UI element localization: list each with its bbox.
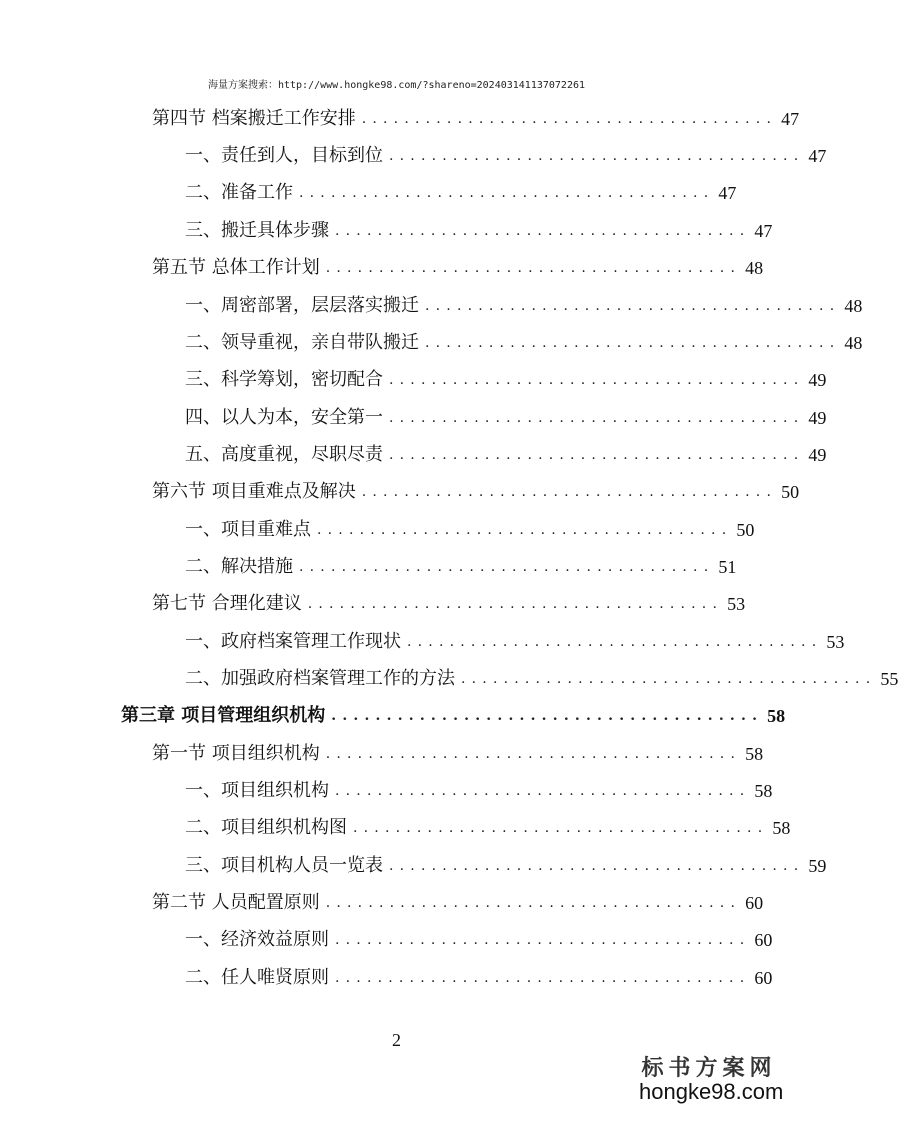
- toc-entry-label: 一、政府档案管理工作现状: [185, 631, 401, 652]
- toc-entry-page: 48: [844, 333, 863, 353]
- toc-leader-dots: .......................................: [461, 671, 877, 687]
- toc-entry[interactable]: [185, 141, 827, 171]
- toc-entry-label: 第一节 项目组织机构: [152, 743, 320, 764]
- toc-entry-page: 53: [727, 594, 746, 614]
- toc-entry-label: 五、高度重视，尽职尽责: [185, 444, 383, 465]
- toc-entry-page: 48: [844, 296, 863, 316]
- toc-entry-label: 二、项目组织机构图: [185, 817, 347, 838]
- toc-leader-dots: .......................................: [307, 596, 724, 612]
- toc-leader-dots: .......................................: [425, 335, 841, 351]
- toc-entry[interactable]: [185, 776, 773, 806]
- toc-entry-page: 58: [745, 744, 764, 764]
- toc-entry[interactable]: [152, 739, 764, 769]
- toc-entry-label: 一、项目重难点: [185, 519, 311, 540]
- toc-entry-label: 二、准备工作: [185, 182, 293, 203]
- toc-entry-page: 55: [880, 669, 898, 689]
- toc-entry[interactable]: [185, 178, 737, 208]
- toc-entry[interactable]: [185, 963, 773, 993]
- toc-chapter-entry[interactable]: [121, 701, 786, 731]
- toc-entry[interactable]: [152, 253, 764, 283]
- toc-entry[interactable]: [152, 888, 764, 918]
- toc-leader-dots: .......................................: [353, 820, 769, 836]
- toc-leader-dots: .......................................: [407, 634, 823, 650]
- toc-entry-label: 二、解决措施: [185, 556, 293, 577]
- toc-leader-dots: .......................................: [361, 484, 778, 500]
- toc-leader-dots: .......................................: [335, 970, 751, 986]
- toc-entry-page: 59: [808, 856, 827, 876]
- toc-entry-page: 47: [718, 183, 737, 203]
- toc-entry-page: 50: [736, 520, 755, 540]
- toc-entry-page: 60: [754, 930, 773, 950]
- toc-entry[interactable]: [185, 552, 737, 582]
- toc-entry-label: 一、经济效益原则: [185, 929, 329, 950]
- toc-entry-page: 47: [808, 146, 827, 166]
- toc-entry-page: 51: [718, 557, 737, 577]
- toc-entry[interactable]: [185, 328, 863, 358]
- toc-entry[interactable]: [185, 440, 827, 470]
- toc-leader-dots: .......................................: [335, 932, 751, 948]
- toc-entry[interactable]: [185, 851, 827, 881]
- toc-entry[interactable]: [185, 627, 845, 657]
- toc-leader-dots: .......................................: [317, 522, 733, 538]
- toc-entry[interactable]: [185, 813, 791, 843]
- toc-entry[interactable]: [185, 216, 773, 246]
- toc-entry-page: 50: [781, 482, 800, 502]
- toc-entry-label: 第三章 项目管理组织机构: [121, 705, 326, 726]
- toc-entry-label: 第四节 档案搬迁工作安排: [152, 108, 356, 129]
- toc-entry[interactable]: [185, 925, 773, 955]
- toc-leader-dots: .......................................: [389, 410, 805, 426]
- toc-entry[interactable]: [152, 589, 746, 619]
- toc-leader-dots: .......................................: [325, 895, 742, 911]
- toc-leader-dots: .......................................: [389, 148, 805, 164]
- toc-entry[interactable]: [152, 104, 800, 134]
- toc-leader-dots: .......................................: [389, 858, 805, 874]
- toc-entry-label: 第五节 总体工作计划: [152, 257, 320, 278]
- toc-entry[interactable]: [185, 291, 863, 321]
- toc-entry-page: 53: [826, 632, 845, 652]
- toc-entry-label: 四、以人为本，安全第一: [185, 407, 383, 428]
- toc-entry-page: 58: [754, 781, 773, 801]
- toc-entry-label: 第二节 人员配置原则: [152, 892, 320, 913]
- page-header-url: 海量方案搜索：http://www.hongke98.com/?shareno=202403141137072261: [207, 80, 586, 91]
- toc-entry-label: 三、搬迁具体步骤: [185, 220, 329, 241]
- toc-entry[interactable]: [185, 403, 827, 433]
- toc-leader-dots: .......................................: [389, 447, 805, 463]
- toc-entry-label: 三、项目机构人员一览表: [185, 855, 383, 876]
- toc-entry[interactable]: [185, 664, 898, 694]
- toc-entry-label: 一、项目组织机构: [185, 780, 329, 801]
- toc-leader-dots: .......................................: [389, 372, 805, 388]
- toc-leader-dots: .......................................: [299, 185, 715, 201]
- toc-entry-page: 60: [745, 893, 764, 913]
- toc-entry[interactable]: [185, 515, 755, 545]
- watermark-logo-url: hongke98.com: [639, 1079, 784, 1104]
- toc-entry-label: 二、任人唯贤原则: [185, 967, 329, 988]
- toc-entry-label: 第六节 项目重难点及解决: [152, 481, 356, 502]
- toc-leader-dots: .......................................: [335, 223, 751, 239]
- toc-entry-label: 一、责任到人，目标到位: [185, 145, 383, 166]
- toc-entry-page: 49: [808, 445, 827, 465]
- page-number: 2: [392, 1030, 401, 1050]
- toc-entry[interactable]: [152, 477, 800, 507]
- toc-entry-page: 60: [754, 968, 773, 988]
- toc-leader-dots: .......................................: [425, 298, 841, 314]
- toc-entry-label: 一、周密部署，层层落实搬迁: [185, 295, 419, 316]
- toc-leader-dots: .......................................: [325, 260, 742, 276]
- watermark-logo: [639, 1055, 784, 1104]
- toc-leader-dots: .......................................: [335, 783, 751, 799]
- toc-entry-page: 49: [808, 408, 827, 428]
- toc-entry-label: 第七节 合理化建议: [152, 593, 302, 614]
- toc-entry-page: 58: [772, 818, 791, 838]
- toc-entry-page: 58: [767, 706, 786, 726]
- toc-leader-dots: .......................................: [361, 111, 778, 127]
- toc-leader-dots: .......................................: [331, 708, 764, 724]
- toc-entry-page: 47: [754, 221, 773, 241]
- toc-entry-label: 二、领导重视，亲自带队搬迁: [185, 332, 419, 353]
- toc-leader-dots: .......................................: [299, 559, 715, 575]
- toc-leader-dots: .......................................: [325, 746, 742, 762]
- toc-entry-label: 三、科学筹划，密切配合: [185, 369, 383, 390]
- toc-entry-label: 二、加强政府档案管理工作的方法: [185, 668, 455, 689]
- toc-entry-page: 47: [781, 109, 800, 129]
- watermark-logo-title: 标书方案网: [641, 1055, 777, 1081]
- toc-entry[interactable]: [185, 365, 827, 395]
- toc-entry-page: 49: [808, 370, 827, 390]
- toc-entry-page: 48: [745, 258, 764, 278]
